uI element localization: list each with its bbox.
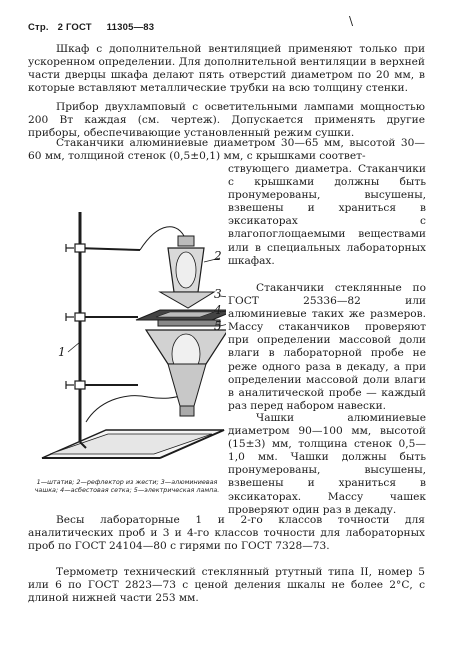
figure-label-2: 2 (214, 249, 222, 263)
drawing-svg (28, 192, 226, 474)
gost-label: ГОСТ (65, 22, 92, 33)
page-number: 2 (57, 22, 64, 33)
paragraph-scales: Весы лабораторные 1 и 2-го классов точности для аналитических проб и 3 и 4-го классов точности для лабораторных проб по ГОСТ 24104—80 с гирями по ГОСТ 7328—73. (28, 514, 425, 553)
paragraph-cups-glass: Стаканчики стеклянные по ГОСТ 25336—82 или алюминиевые таких же размеров. Массу стаканчиков проверяют при определении массовой доли влаги в лабораторной пробе не реже одного раза в декаду, а при определении массовой доли влаги в аналитической пробе — каждый раз перед набором навески. (228, 282, 426, 412)
paragraph-dishes: Чашки алюминиевые диаметром 90—100 мм, высотой (15±3) мм, толщина стенок 0,5—1,0 мм. Чашки должны быть пронумерованы, высушены, взвешены и храниться в эксикаторах. Массу чашек проверяют один раз в декаду. (228, 412, 426, 516)
paragraph-thermometer: Термометр технический стеклянный ртутный типа II, номер 5 или 6 по ГОСТ 2823—73 с ценой деления шкалы не более 2°С, с длиной нижней части 253 мм. (28, 566, 425, 605)
figure-label-1: 1 (58, 345, 66, 359)
paragraph-cups-aluminium: Стаканчики алюминиевые диаметром 30—65 мм, высотой 30—60 мм, толщиной стенок (0,5±0,1) мм, с крышками соответ- (28, 137, 425, 163)
figure-label-3: 3 (214, 287, 222, 301)
figure-label-4: 4 (214, 303, 222, 317)
figure-label-5: 5 (214, 319, 222, 333)
page-label: Стр. (28, 22, 49, 33)
reflector (160, 236, 214, 308)
paragraph-cups-aluminium-cont: ствующего диаметра. Стаканчики с крышками должны быть пронумерованы, высушены, взвешены и храниться в эксикаторах с влагопоглощаемыми веществами или в специальных лабораторных шкафах. (228, 163, 426, 267)
paragraph-device: Прибор двухламповый с осветительными лампами мощностью 200 Вт каждая (см. чертеж). Допускается применять другие приборы, обеспечивающие установленный режим сушки. (28, 101, 425, 140)
figure-caption: 1—штатив; 2—рефлектор из жести; 3—алюминиевая чашка; 4—асбестовая сетка; 5—электрическая лампа. (34, 478, 220, 495)
asbestos-net-and-dish (136, 310, 226, 326)
paragraph-ventilation: Шкаф с дополнительной вентиляцией применяют только при ускоренном определении. Для дополнительной вентиляции в верхней части дверцы шкафа делают пять отверстий диаметром по 20 мм, в которые вставляют металлические трубки на всю толщину стенки. (28, 43, 425, 95)
page-header (28, 22, 154, 33)
margin-mark: \ (349, 14, 354, 28)
drying-device-drawing (28, 192, 226, 474)
electric-lamp (146, 330, 226, 416)
standard-number: 11305—83 (106, 22, 155, 33)
